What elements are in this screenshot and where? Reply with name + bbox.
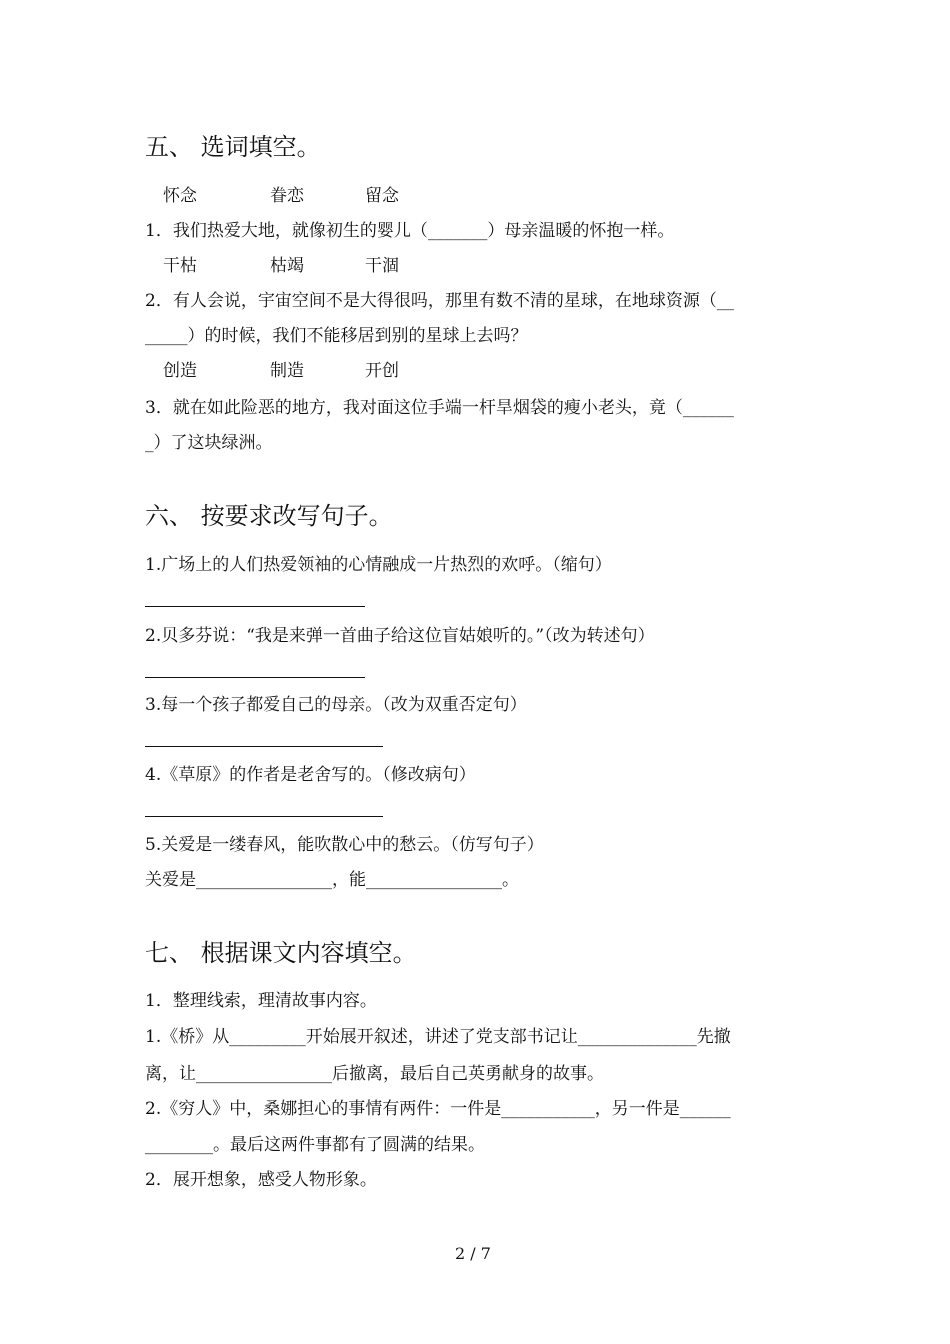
answer-line[interactable] [145,816,383,817]
question-7-1-line1: 1.《桥》从_________开始展开叙述，讲述了党支部书记让______________先撤 [145,1027,731,1047]
word-option: 眷恋 [270,186,304,206]
answer-line[interactable] [145,677,365,678]
question-7-2-line1: 2.《穷人》中，桑娜担心的事情有两件：一件是___________，另一件是______ [145,1099,731,1119]
question-6-3: 3.每一个孩子都爱自己的母亲。（改为双重否定句） [145,695,527,715]
section6-heading: 六、 按要求改写句子。 [145,502,393,530]
word-option: 干枯 [163,256,197,276]
word-option: 制造 [270,361,304,381]
answer-line[interactable] [145,746,383,747]
word-option: 怀念 [163,186,197,206]
question-5-1: 1．我们热爱大地，就像初生的婴儿（_______）母亲温暖的怀抱一样。 [145,221,675,241]
word-option: 干涸 [365,256,399,276]
question-5-2-line1: 2．有人会说，宇宙空间不是大得很吗，那里有数不清的星球，在地球资源（__ [145,291,734,311]
answer-line[interactable] [145,606,365,607]
section7-heading: 七、 根据课文内容填空。 [145,939,417,967]
question-7-1-line2: 离，让________________后撤离，最后自己英勇献身的故事。 [145,1064,604,1084]
word-option: 开创 [365,361,399,381]
question-6-5-fill: 关爱是________________，能________________。 [145,870,519,890]
question-5-2-line2: _____）的时候，我们不能移居到别的星球上去吗？ [145,326,528,346]
word-option: 枯竭 [270,256,304,276]
section5-heading: 五、 选词填空。 [145,133,321,161]
question-6-4: 4.《草原》的作者是老舍写的。（修改病句） [145,765,476,785]
question-7-2-line2: ________。最后这两件事都有了圆满的结果。 [145,1135,485,1155]
question-6-2: 2.贝多芬说：“我是来弹一首曲子给这位盲姑娘听的。”（改为转述句） [145,626,655,646]
word-option: 留念 [365,186,399,206]
question-5-3-line1: 3．就在如此险恶的地方，我对面这位手端一杆旱烟袋的瘦小老头，竟（______ [145,398,734,418]
question-5-3-line2: _）了这块绿洲。 [145,433,273,453]
subsection-7-1: 1．整理线索，理清故事内容。 [145,991,377,1011]
subsection-7-2: 2．展开想象，感受人物形象。 [145,1170,377,1190]
page-number: 2 / 7 [455,1244,491,1263]
question-6-1: 1.广场上的人们热爱领袖的心情融成一片热烈的欢呼。（缩句） [145,555,612,575]
question-6-5: 5.关爱是一缕春风，能吹散心中的愁云。（仿写句子） [145,835,544,855]
word-option: 创造 [163,361,197,381]
